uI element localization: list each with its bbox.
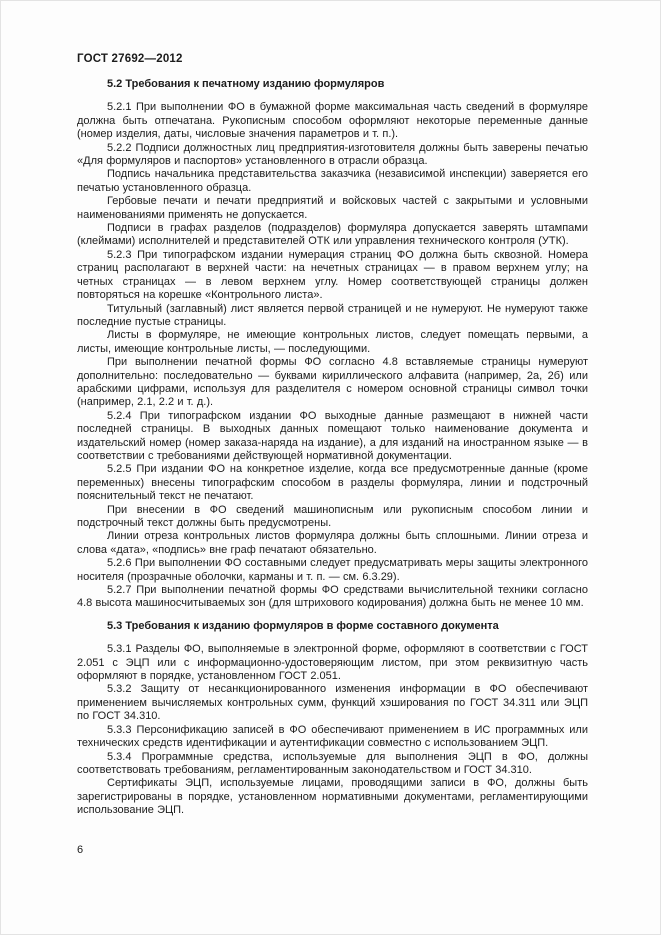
para-5-2-6: 5.2.6 При выполнении ФО составными следует предусматривать меры защиты электронного носителя (прозрачные оболочки, карманы и т. п. — см. 6.3.29). xyxy=(77,557,588,583)
document-code: ГОСТ 27692—2012 xyxy=(77,53,183,65)
para-5-2-2-note-1: Подпись начальника представительства заказчика (независимой инспекции) заверяется его печатью установленного образца. xyxy=(77,168,588,194)
para-5-2-5-note-1: При внесении в ФО сведений машинописным или рукописным способом линии и подстрочный текст должны быть предусмотрены. xyxy=(77,503,588,529)
para-5-3-1: 5.3.1 Разделы ФО, выполняемые в электронной форме, оформляют в соответствии с ГОСТ 2.051 с ЭЦП или с информационно-удостоверяющим листом, при этом реквизитную часть оформляют в порядке, установленном ГОСТ 2.051. xyxy=(77,643,588,683)
section-5-3 xyxy=(77,620,588,818)
para-5-2-1: 5.2.1 При выполнении ФО в бумажной форме максимальная часть сведений в формуляре должна быть отпечатана. Рукописным способом оформляют некоторые переменные данные (номер изделия, даты, числовые значения параметров и т. п.). xyxy=(77,101,588,141)
para-5-2-2: 5.2.2 Подписи должностных лиц предприятия-изготовителя должны быть заверены печатью «Для формуляров и паспортов» установленного в отрасли образца. xyxy=(77,141,588,168)
para-5-3-3: 5.3.3 Персонификацию записей в ФО обеспечивают применением в ИС программных или технических средств идентификации и аутентификации совместно с использованием ЭЦП. xyxy=(77,723,588,750)
para-5-2-5: 5.2.5 При издании ФО на конкретное изделие, когда все предусмотренные данные (кроме переменных) внесены типографским способом в разделы формуляра, линии и подстрочный пояснительный текст не печатают. xyxy=(77,463,588,503)
page-number: 6 xyxy=(77,844,84,856)
para-5-2-3-note-2: Листы в формуляре, не имеющие контрольных листов, следует помещать первыми, а листы, имеющие контрольные листы, — последующими. xyxy=(77,329,588,355)
para-5-2-3: 5.2.3 При типографском издании нумерация страниц ФО должна быть сквозной. Номера страниц располагают в верхней части: на нечетных страницах — в правом верхнем углу; на четных страницах — в левом верхнем углу. Номер соответствующей страницы должен повторяться на корешке «Контрольного листа». xyxy=(77,248,588,302)
section-heading-5-2: 5.2 Требования к печатному изданию формуляров xyxy=(107,78,385,90)
para-5-2-3-note-3: При выполнении печатной формы ФО согласно 4.8 вставляемые страницы нумеруют дополнительно: последовательно — буквами кириллического алфавита (например, 2а, 2б) или арабскими цифрами, используя для разделителя с номером основной страницы символ точки (например, 2.1, 2.2 и т. д.). xyxy=(77,356,588,409)
para-5-2-7: 5.2.7 При выполнении печатной формы ФО средствами вычислительной техники согласно 4.8 высота машиносчитываемых зон (для штрихового кодирования) должна быть не менее 10 мм. xyxy=(77,584,588,610)
para-5-2-2-note-2: Гербовые печати и печати предприятий и войсковых частей с закрытыми и условными наименованиями применять не допускается. xyxy=(77,195,588,221)
para-5-3-2: 5.3.2 Защиту от несанкционированного изменения информации в ФО обеспечивают применением вычисляемых контрольных сумм, функций хэширования по ГОСТ 34.311 или ЭЦП по ГОСТ 34.310. xyxy=(77,683,588,723)
para-5-2-4: 5.2.4 При типографском издании ФО выходные данные размещают в нижней части последней страницы. В выходных данных помещают только наименование документа и издательский номер (номер заказа-наряда на издание), а для изданий на иностранном языке — в соответствии с требованиями действующей нормативной документации. xyxy=(77,409,588,462)
para-5-3-4: 5.3.4 Программные средства, используемые для выполнения ЭЦП в ФО, должны соответствовать требованиям, регламентированным законодательством и ГОСТ 34.310. xyxy=(77,750,588,776)
para-5-3-4-note-1: Сертификаты ЭЦП, используемые лицами, проводящими записи в ФО, должны быть зарегистрированы в порядке, установленном нормативными документами, регламентирующими использование ЭЦП. xyxy=(77,777,588,817)
section-5-2 xyxy=(77,78,588,611)
para-5-2-2-note-3: Подписи в графах разделов (подразделов) формуляра допускается заверять штампами (клеймами) исполнителей и представителей ОТК или управления технического контроля (УТК). xyxy=(77,222,588,248)
para-5-2-3-note-1: Титульный (заглавный) лист является первой страницей и не нумеруют. Не нумеруют также последние пустые страницы. xyxy=(77,302,588,328)
para-5-2-5-note-2: Линии отреза контрольных листов формуляра должны быть сплошными. Линии отреза и слова «дата», «подпись» вне граф печатают обязательно. xyxy=(77,530,588,556)
section-heading-5-3: 5.3 Требования к изданию формуляров в форме составного документа xyxy=(107,619,499,632)
